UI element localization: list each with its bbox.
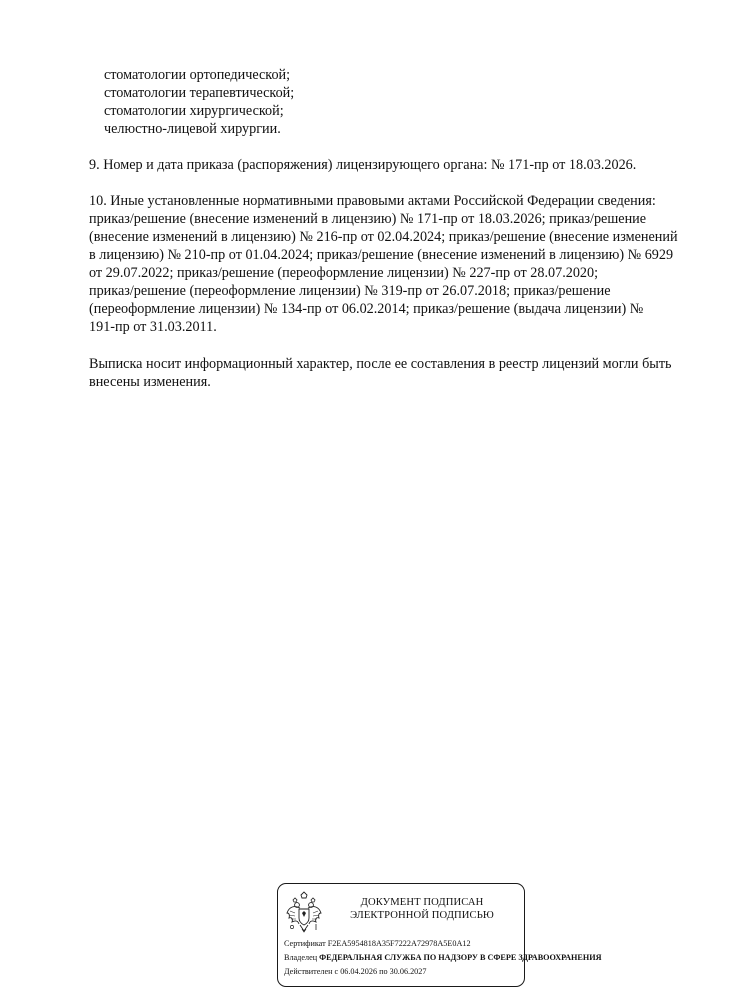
signature-title: ЭЛЕКТРОННОЙ ПОДПИСЬЮ	[350, 910, 494, 921]
list-item: стоматологии терапевтической;	[104, 85, 295, 101]
other-info-line: (переоформление лицензии) № 134-пр от 06.02.2014; приказ/решение (выдача лицензии) №	[89, 301, 644, 317]
electronic-signature-stamp	[277, 883, 602, 987]
other-info-line: приказ/решение (переоформление лицензии) № 319-пр от 26.07.2018; приказ/решение	[89, 283, 611, 299]
owner-line	[284, 952, 602, 963]
owner-label: Владелец	[284, 953, 318, 962]
owner-value: ФЕДЕРАЛЬНАЯ СЛУЖБА ПО НАДЗОРУ В СФЕРЕ ЗДРАВООХРАНЕНИЯ	[319, 953, 602, 962]
other-info-line: от 29.07.2022; приказ/решение (переоформление лицензии) № 227-пр от 28.07.2020;	[89, 265, 599, 281]
certificate-line	[284, 938, 471, 949]
signature-title: ДОКУМЕНТ ПОДПИСАН	[360, 897, 484, 908]
list-item: челюстно-лицевой хирургии.	[104, 121, 281, 137]
certificate-label: Сертификат	[284, 939, 326, 948]
list-item: стоматологии ортопедической;	[104, 67, 291, 83]
validity-line: Действителен с 06.04.2026 по 30.06.2027	[284, 967, 427, 976]
informational-note: Выписка носит информационный характер, после ее составления в реестр лицензий могли быть	[89, 356, 672, 372]
other-info-line: в лицензию) № 210-пр от 01.04.2024; приказ/решение (внесение изменений в лицензию) № 6929	[89, 247, 674, 263]
other-info-line: 191-пр от 31.03.2011.	[89, 319, 217, 335]
other-info-line: приказ/решение (внесение изменений в лицензию) № 171-пр от 18.03.2026; приказ/решение	[89, 211, 647, 227]
order-number-paragraph: 9. Номер и дата приказа (распоряжения) лицензирующего органа: № 171-пр от 18.03.2026.	[89, 157, 637, 173]
informational-note: внесены изменения.	[89, 374, 211, 390]
list-item: стоматологии хирургической;	[104, 103, 284, 119]
coat-of-arms-icon	[286, 891, 322, 935]
other-info-line: 10. Иные установленные нормативными правовыми актами Российской Федерации сведения:	[89, 193, 656, 209]
other-info-line: (внесение изменений в лицензию) № 216-пр от 02.04.2024; приказ/решение (внесение изменений	[89, 229, 678, 245]
certificate-value: F2EA5954818A35F7222A72978A5E0A12	[327, 939, 471, 948]
